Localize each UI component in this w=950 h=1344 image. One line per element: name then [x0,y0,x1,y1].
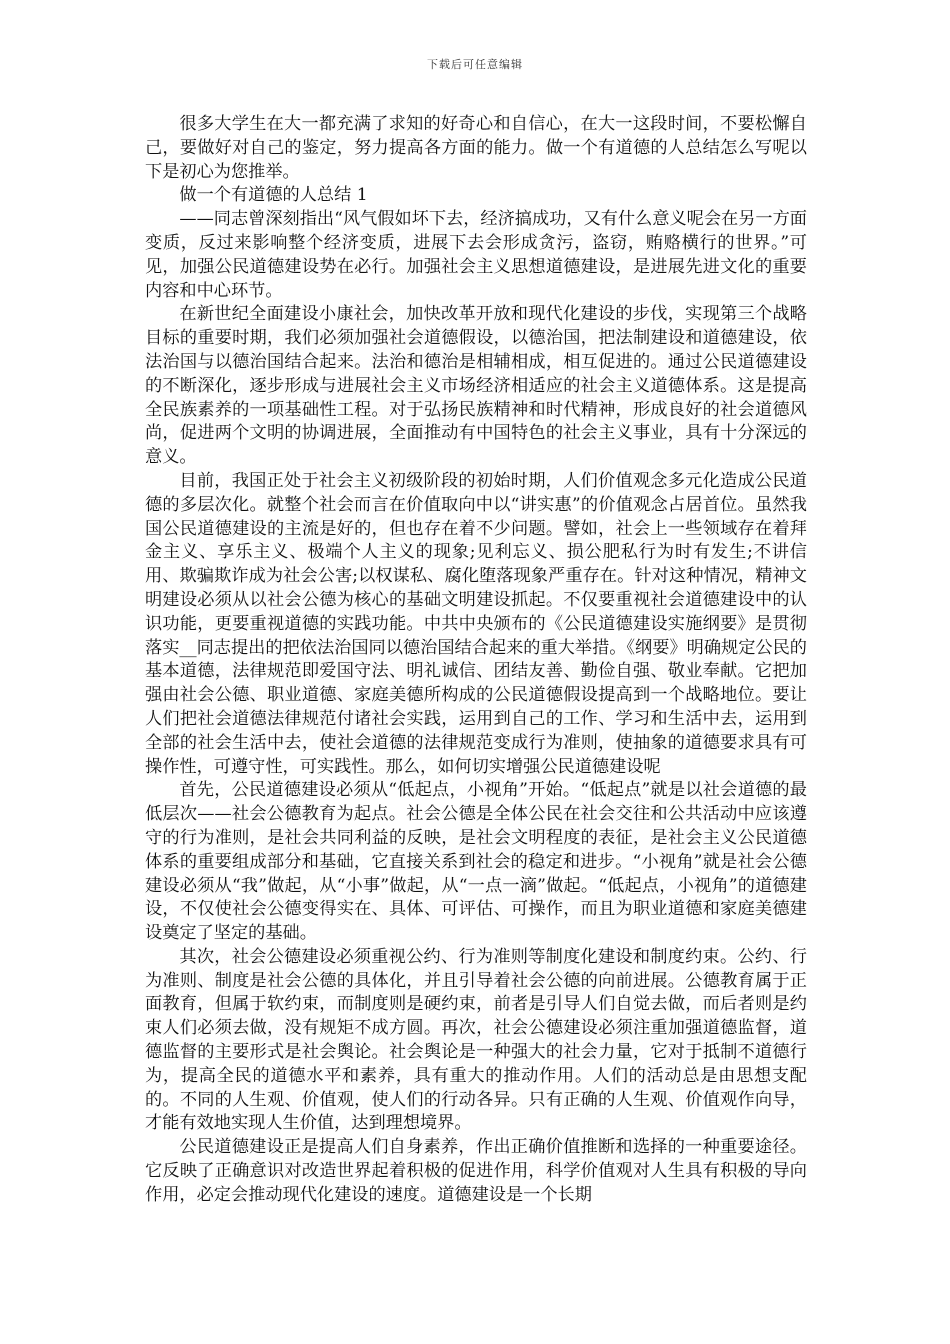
page-header: 下载后可任意编辑 [427,58,523,71]
paragraph: 公民道德建设正是提高人们自身素养，作出正确价值推断和选择的一种重要途径。它反映了正确意识对改造世界起着积极的促进作用，科学价值观对人生具有积极的导向作用，必定会推动现代化建设的速度。道德建设是一个长期 [145,1137,807,1205]
section-title: 做一个有道德的人总结 1 [179,185,368,206]
paragraph-intro: 很多大学生在大一都充满了求知的好奇心和自信心，在大一这段时间，不要松懈自己，要做好对自己的鉴定，努力提高各方面的能力。做一个有道德的人总结怎么写呢以下是初心为您推举。 [145,114,807,182]
paragraph: 其次，社会公德建设必须重视公约、行为准则等制度化建设和制度约束。公约、行为准则、制度是社会公德的具体化，并且引导着社会公德的向前进展。公德教育属于正面教育，但属于软约束，而制度则是硬约束，前者是引导人们自觉去做，而后者则是约束人们必须去做，没有规矩不成方圆。再次，社会公德建设必须注重加强道德监督，道德监督的主要形式是社会舆论。社会舆论是一种强大的社会力量，它对于抵制不道德行为，提高全民的道德水平和素养，具有重大的推动作用。人们的活动总是由思想支配的。不同的人生观、价值观，使人们的行动各异。只有正确的人生观、价值观作向导，才能有效地实现人生价值，达到理想境界。 [145,946,807,1134]
paragraph: ——同志曾深刻指出“风气假如坏下去，经济搞成功，又有什么意义呢会在另一方面变质，反过来影响整个经济变质，进展下去会形成贪污，盗窃，贿赂横行的世界。”可见，加强公民道德建设势在必行。加强社会主义思想道德建设，是进展先进文化的重要内容和中心环节。 [145,209,807,301]
paragraph: 目前，我国正处于社会主义初级阶段的初始时期，人们价值观念多元化造成公民道德的多层次化。就整个社会而言在价值取向中以“讲实惠”的价值观念占居首位。虽然我国公民道德建设的主流是好的，但也存在着不少问题。譬如，社会上一些领域存在着拜金主义、享乐主义、极端个人主义的现象;见利忘义、损公肥私行为时有发生;不讲信用、欺骗欺诈成为社会公害;以权谋私、腐化堕落现象严重存在。针对这种情况，精神文明建设必须从以社会公德为核心的基础文明建设抓起。不仅要重视社会道德建设中的认识功能，更要重视道德的实践功能。中共中央颁布的《公民道德建设实施纲要》是贯彻落实__同志提出的把依法治国同以德治国结合起来的重大举措。《纲要》明确规定公民的基本道德，法律规范即爱国守法、明礼诚信、团结友善、勤俭自强、敬业奉献。它把加强由社会公德、职业道德、家庭美德所构成的公民道德假设提高到一个战略地位。要让人们把社会道德法律规范付诸社会实践，运用到自己的工作、学习和生活中去，运用到全部的社会生活中去，使社会道德的法律规范变成行为准则，使抽象的道德要求具有可操作性，可遵守性，可实践性。那么，如何切实增强公民道德建设呢 [145,470,807,777]
paragraph: 在新世纪全面建设小康社会，加快改革开放和现代化建设的步伐，实现第三个战略目标的重要时期，我们必须加强社会道德假设，以德治国，把法制建设和道德建设，依法治国与以德治国结合起来。法治和德治是相辅相成，相互促进的。通过公民道德建设的不断深化，逐步形成与进展社会主义市场经济相适应的社会主义道德体系。这是提高全民族素养的一项基础性工程。对于弘扬民族精神和时代精神，形成良好的社会道德风尚，促进两个文明的协调进展，全面推动有中国特色的社会主义事业，具有十分深远的意义。 [145,304,807,468]
paragraph: 首先，公民道德建设必须从“低起点，小视角”开始。“低起点”就是以社会道德的最低层次——社会公德教育为起点。社会公德是全体公民在社会交往和公共活动中应该遵守的行为准则，是社会共同利益的反映，是社会文明程度的表征，是社会主义公民道德体系的重要组成部分和基础，它直接关系到社会的稳定和进步。“小视角”就是社会公德建设必须从“我”做起，从“小事”做起，从“一点一滴”做起。“低起点，小视角”的道德建设，不仅使社会公德变得实在、具体、可评估、可操作，而且为职业道德和家庭美德建设奠定了坚定的基础。 [145,780,807,944]
document-body [145,113,807,1208]
